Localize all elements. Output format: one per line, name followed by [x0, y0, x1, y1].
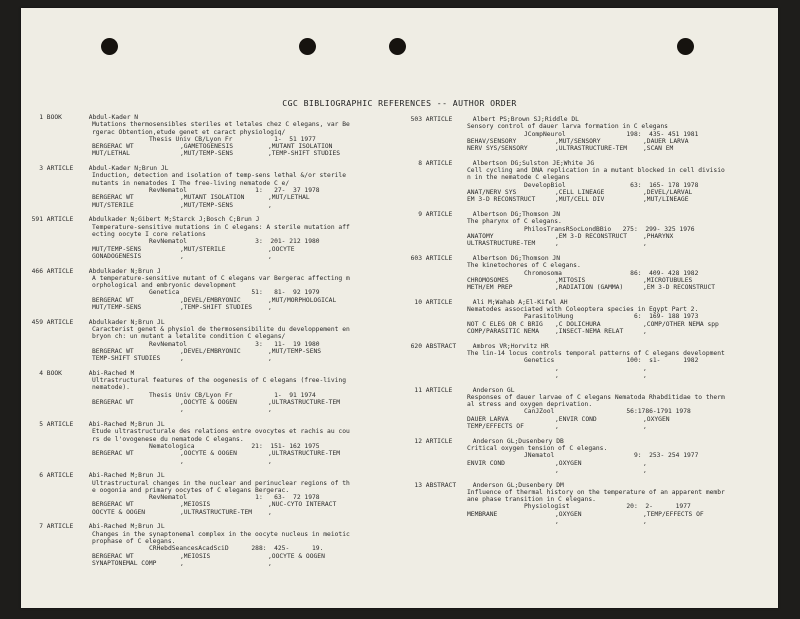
keyword: , [268, 457, 272, 465]
keyword: ,MUT/TEMP-SENS [180, 201, 234, 209]
keyword: ,OOCYTE [268, 245, 295, 253]
entry-number: 459 [31, 318, 43, 326]
entry-title-line: orphological and embryonic development [92, 282, 237, 290]
keyword: , [180, 355, 184, 363]
keyword: ,DEVEL/EMBRYONIC [180, 347, 241, 355]
keyword: ,EM 3-D RECONSTRUCT [643, 284, 716, 292]
entry-title-line: Temperature-sensitive mutations in C elegans: A sterile mutation aff [92, 223, 350, 231]
entry-authors: Abi-Rached M;Brun JL [88, 472, 165, 480]
entry-title-line: The kinetochores of C elegans. [467, 262, 581, 270]
keyword: ,MUT/LINEAGE [643, 196, 689, 204]
keyword: ,MUT/MORPHOLOGICAL [268, 296, 337, 304]
reference-sheet [21, 8, 778, 608]
entry-authors: Albert PS;Brown SJ;Riddle DL [472, 116, 579, 123]
keyword: ,ENVIR COND [555, 415, 597, 423]
entry-source: DevelopBiol 63: 165- 178 1978 [524, 181, 699, 189]
entry-source: JNematol 9: 253- 254 1977 [524, 452, 699, 460]
keyword: MUT/LETHAL [92, 150, 130, 158]
entry-source: ParasitolHung 6: 169- 188 1973 [524, 313, 699, 321]
keyword: TEMP/EFFECTS OF [467, 423, 524, 431]
entry-number: 503 [410, 116, 422, 123]
keyword: ,NUC-CYTO INTERACT [268, 501, 337, 509]
keyword: , [180, 252, 184, 260]
entry-type: ARTICLE [46, 421, 74, 429]
punch-hole-right [677, 38, 694, 55]
keyword: COMP/PARASITIC NEMA [467, 327, 540, 335]
keyword: , [268, 355, 272, 363]
entry-header [29, 523, 384, 530]
keyword-row [29, 348, 384, 355]
entry-authors: Abdulkader N;Brun JL [88, 318, 165, 326]
keyword: SYNAPTONEMAL COMP [92, 559, 157, 567]
keyword: ,MUT/TEMP-SENS [180, 150, 234, 158]
keyword: TEMP-SHIFT STUDIES [92, 355, 161, 363]
keyword: ,ULTRASTRUCTURE-TEM [555, 145, 628, 153]
keyword-row [29, 143, 384, 150]
entry-type: ARTICLE [46, 165, 74, 173]
keyword: ,MUTANT ISOLATION [180, 194, 245, 202]
entry-number: 11 [414, 386, 422, 394]
keyword-row [404, 138, 776, 145]
entry-authors: Abi-Rached M;Brun JL [88, 523, 165, 531]
keyword: ,MITOSIS [555, 276, 586, 284]
keyword: ,DEVEL/LARVAL [643, 189, 693, 197]
keyword: ,CELL LINEAGE [555, 189, 605, 197]
keyword: ,EM 3-D RECONSTRUCT [555, 232, 628, 240]
keyword-row [404, 365, 776, 372]
keyword: , [555, 518, 559, 526]
entry-title-line: rs de l'ovogenese du nematode C elegans. [92, 435, 244, 443]
keyword-row [404, 460, 776, 467]
keyword: ,COMP/OTHER NEMA spp [643, 320, 719, 328]
entry-source: RevNematol 1: 27- 37 1978 [149, 187, 320, 195]
keyword: , [268, 508, 272, 516]
keyword-row [404, 467, 776, 474]
keyword: , [555, 240, 559, 248]
keyword: BERGERAC WT [92, 296, 134, 304]
keyword: ,OXYGEN [555, 459, 582, 467]
keyword: ,C DOLICHURA [555, 320, 601, 328]
keyword: ,TEMP/EFFECTS OF [643, 510, 704, 518]
keyword: , [555, 371, 559, 379]
reference-entry [29, 319, 384, 363]
entry-title-line: Sensory control of dauer larva formation in C elegans [467, 123, 668, 131]
keyword: , [555, 466, 559, 474]
keyword: ,DAUER LARVA [643, 137, 689, 145]
keyword: ,PHARYNX [643, 232, 674, 240]
entry-source: Physiologist 20: 2- 1977 [524, 503, 691, 511]
keyword-row [404, 416, 776, 423]
entry-title-line: ane phase transition in C elegans. [467, 496, 596, 504]
entry-source: Nematologica 21: 151- 162 1975 [149, 442, 320, 450]
entry-title-line: nematode). [92, 384, 130, 392]
entry-type: ARTICLE [425, 254, 453, 262]
keyword: , [555, 364, 559, 372]
entry-header [404, 160, 776, 167]
keyword: BERGERAC WT [92, 450, 134, 458]
keyword: ,DEVEL/EMBRYONIC [180, 296, 241, 304]
reference-entry [404, 160, 776, 204]
keyword: ANATOMY [467, 232, 494, 240]
entry-header [404, 299, 776, 306]
keyword: BERGERAC WT [92, 194, 134, 202]
entry-number: 603 [410, 254, 422, 262]
entry-title-line: ecting oocyte I core relations [92, 230, 206, 238]
keyword: ,MUT/TEMP-SENS [268, 347, 322, 355]
reference-entry [404, 343, 776, 379]
keyword: METH/EM PREP [467, 284, 513, 292]
reference-entry [404, 438, 776, 474]
keyword: BEHAV/SENSORY [467, 137, 517, 145]
entry-authors: Anderson GL;Dusenbery DM [472, 481, 564, 489]
keyword: BERGERAC WT [92, 501, 134, 509]
entry-type: ABSTRACT [425, 342, 457, 350]
keyword: ,MUT/SENSORY [555, 137, 601, 145]
keyword-row [404, 233, 776, 240]
keyword-row [29, 297, 384, 304]
keyword: ,ULTRASTRUCTURE-TEM [180, 508, 253, 516]
entry-type: BOOK [46, 369, 62, 377]
keyword: ANAT/NERV SYS [467, 189, 517, 197]
keyword: ,MUT/STERILE [180, 245, 226, 253]
keyword: ,OXYGEN [555, 510, 582, 518]
keyword-row [29, 304, 384, 311]
keyword: ,MEIOSIS [180, 501, 211, 509]
keyword: , [180, 457, 184, 465]
entry-header [404, 255, 776, 262]
keyword: ,OOCYTE & OOGEN [180, 399, 237, 407]
entry-number: 1 [39, 114, 43, 121]
entry-number: 8 [418, 159, 422, 167]
keyword: ,MEIOSIS [180, 552, 211, 560]
entry-number: 12 [414, 437, 422, 445]
keyword: OOCYTE & OOGEN [92, 508, 146, 516]
entry-source: Genetica 51: 81- 92 1979 [149, 289, 320, 297]
keyword: ,MICROTUBULES [643, 276, 693, 284]
entry-number: 5 [39, 421, 43, 429]
entry-title-line: Influence of thermal history on the temperature of an apparent membr [467, 488, 725, 496]
entry-source: CRHebdSeancesAcadSciD 288: 425- 19. [149, 545, 324, 553]
keyword: GONADOGENESIS [92, 252, 142, 260]
keyword: NERV SYS/SENSORY [467, 145, 528, 153]
entry-authors: Albertson DG;Sulston JE;White JG [472, 159, 595, 167]
keyword: , [268, 304, 272, 311]
entry-header [29, 319, 384, 326]
entry-type: BOOK [46, 114, 62, 121]
keyword: ,INSECT-NEMA RELAT [555, 327, 624, 335]
keyword: MUT/STERILE [92, 201, 134, 209]
reference-entry [29, 114, 384, 158]
entry-header [29, 114, 384, 121]
keyword-row [404, 321, 776, 328]
entry-title-line: Nematodes associated with Coleoptera species in Egypt Part 2. [467, 306, 699, 314]
keyword: ,TEMP-SHIFT STUDIES [268, 150, 341, 158]
entry-authors: Albertson DG;Thomson JN [472, 211, 560, 219]
keyword: BERGERAC WT [92, 347, 134, 355]
keyword-row [29, 458, 384, 465]
entry-authors: Abdulkader N;Brun J [88, 267, 161, 275]
entry-header [29, 370, 384, 377]
keyword: BERGERAC WT [92, 552, 134, 560]
keyword: ,MUTANT ISOLATION [268, 143, 333, 151]
entry-title-line: Responses of dauer larvae of C elegans Nematoda Rhabditidae to therm [467, 393, 725, 401]
reference-entry [404, 387, 776, 431]
entry-header [29, 165, 384, 172]
entry-header [29, 268, 384, 275]
right-column [404, 116, 776, 533]
entry-header [404, 438, 776, 445]
keyword: ULTRASTRUCTURE-TEM [467, 240, 536, 248]
keyword-row [404, 423, 776, 430]
keyword: , [643, 364, 647, 372]
keyword: ,TEMP-SHIFT STUDIES [180, 304, 253, 311]
entry-type: ARTICLE [46, 267, 74, 275]
entry-authors: Anderson GL;Dusenbery DB [472, 437, 564, 445]
entry-type: ARTICLE [46, 472, 74, 480]
keyword: , [643, 327, 647, 335]
reference-entry [29, 472, 384, 516]
keyword-row [29, 253, 384, 260]
keyword: , [268, 559, 272, 567]
entry-title-line: e oogonia and primary oocytes of C elegans Bergerac. [92, 486, 290, 494]
keyword: ,OOCYTE & OOGEN [180, 450, 237, 458]
reference-entry [29, 370, 384, 414]
reference-entry [29, 421, 384, 465]
keyword: BERGERAC WT [92, 399, 134, 407]
entry-number: 591 [31, 216, 43, 224]
reference-entry [404, 116, 776, 152]
entry-title-line: A temperature-sensitive mutant of C elegans var Bergerac affecting m [92, 274, 350, 282]
entry-authors: Anderson GL [472, 386, 515, 394]
reference-entry [29, 268, 384, 312]
keyword: , [268, 406, 272, 414]
entry-title-line: Critical oxygen tension of C elegans. [467, 445, 608, 453]
punch-hole-center-right [389, 38, 406, 55]
reference-entry [29, 523, 384, 567]
punch-hole-center-left [299, 38, 316, 55]
entry-type: ARTICLE [425, 386, 453, 394]
keyword: , [643, 459, 647, 467]
keyword: , [180, 559, 184, 567]
keyword: , [643, 423, 647, 431]
keyword-row [29, 150, 384, 157]
entry-source: CanJZool 56:1786-1791 1978 [524, 408, 691, 416]
keyword: , [180, 406, 184, 414]
entry-authors: Ali M;Wahab A;El-Kifel AH [472, 298, 568, 306]
entry-header [29, 216, 384, 223]
entry-authors: Abdul-Kader N [88, 114, 139, 121]
keyword-row [29, 553, 384, 560]
keyword-row [29, 355, 384, 362]
keyword-row [29, 406, 384, 413]
keyword: MUT/TEMP-SENS [92, 304, 142, 311]
keyword: , [643, 518, 647, 526]
entry-type: ARTICLE [425, 298, 453, 306]
entry-title-line: Cell cycling and DNA replication in a mutant blocked in cell divisio [467, 167, 725, 175]
keyword: , [643, 240, 647, 248]
reference-entry [29, 216, 384, 260]
keyword-row [404, 196, 776, 203]
entry-type: ARTICLE [46, 523, 74, 531]
reference-entry [404, 482, 776, 526]
entry-source: JCompNeurol 198: 435- 451 1981 [524, 130, 699, 138]
keyword: , [555, 423, 559, 431]
entry-title-line: prophase of C elegans. [92, 537, 176, 545]
entry-authors: Ambros VR;Horvitz HR [472, 342, 549, 350]
entry-authors: Abi-Rached M;Brun JL [88, 421, 165, 429]
keyword-row [404, 328, 776, 335]
keyword-row [404, 372, 776, 379]
entry-header [29, 472, 384, 479]
keyword: ,ULTRASTRUCTURE-TEM [268, 399, 341, 407]
keyword-row [29, 501, 384, 508]
keyword-row [404, 145, 776, 152]
keyword-row [404, 189, 776, 196]
keyword: ,OXYGEN [643, 415, 670, 423]
entry-number: 4 [39, 369, 43, 377]
entry-type: ARTICLE [425, 116, 453, 123]
entry-number: 3 [39, 165, 43, 173]
entry-number: 7 [39, 523, 43, 531]
entry-title-line: mutants in nematodes I The free-living nematode C e/ [92, 179, 290, 187]
keyword: DAUER LARVA [467, 415, 509, 423]
keyword: ,GAMETOGENESIS [180, 143, 234, 151]
keyword: BERGERAC WT [92, 143, 134, 151]
keyword-row [29, 399, 384, 406]
entry-number: 620 [410, 342, 422, 350]
entry-source: PhilosTransRSocLondBBio 275: 299- 325 1976 [524, 225, 695, 233]
entry-authors: Abi-Rached M [88, 369, 135, 377]
page-title: CGC BIBLIOGRAPHIC REFERENCES -- AUTHOR ORDER [282, 98, 517, 108]
entry-source: RevNematol 3: 201- 212 1980 [149, 238, 320, 246]
entry-type: ARTICLE [425, 437, 453, 445]
keyword-row [404, 277, 776, 284]
entry-type: ABSTRACT [425, 481, 457, 489]
entry-title-line: The pharynx of C elegans. [467, 218, 562, 226]
keyword: ,MUT/CELL DIV [555, 196, 605, 204]
entry-title-line: n in the nematode C elegans [467, 174, 570, 182]
entry-title-line: The lin-14 locus controls temporal patterns of C elegans development [467, 349, 725, 357]
entry-header [404, 387, 776, 394]
entry-type: ARTICLE [425, 159, 453, 167]
entry-source: Chromosoma 86: 409- 428 1982 [524, 269, 699, 277]
keyword: ,SCAN EM [643, 145, 674, 153]
entry-type: ARTICLE [425, 211, 453, 219]
entry-source: Thesis Univ CB/Lyon Fr 1- 51 1977 [149, 135, 316, 143]
keyword: ,RADIATION (GAMMA) [555, 284, 624, 292]
entry-header [404, 482, 776, 489]
entry-header [29, 421, 384, 428]
keyword-row [29, 194, 384, 201]
left-column [29, 114, 384, 575]
entry-title-line: bryon ch: un mutant a letalite condition C elegans/ [92, 333, 286, 341]
entry-authors: Albertson DG;Thomson JN [472, 254, 560, 262]
entry-number: 13 [414, 481, 422, 489]
entry-title-line: Induction, detection and isolation of temp-sens lethal &/or sterile [92, 172, 347, 180]
keyword: NOT C ELEG OR C BRIG [467, 320, 543, 328]
keyword-row [404, 240, 776, 247]
keyword-row [29, 202, 384, 209]
reference-entry [404, 211, 776, 247]
keyword: , [643, 466, 647, 474]
keyword: , [268, 201, 272, 209]
reference-entry [29, 165, 384, 209]
punch-hole-left [101, 38, 118, 55]
entry-title-line: al stress and oxygen deprivation. [467, 401, 593, 409]
keyword: EM 3-D RECONSTRUCT [467, 196, 536, 204]
keyword: , [268, 252, 272, 260]
entry-type: ARTICLE [46, 216, 74, 224]
keyword-row [29, 246, 384, 253]
entry-authors: Abdulkader N;Gibert M;Starck J;Bosch C;Brun J [88, 216, 260, 224]
keyword-row [29, 560, 384, 567]
keyword: MEMBRANE [467, 510, 498, 518]
entry-source: Genetics 100: s1- 1982 [524, 357, 699, 365]
keyword-row [404, 518, 776, 525]
keyword: , [643, 371, 647, 379]
entry-header [404, 116, 776, 123]
entry-source: RevNematol 3: 11- 19 1980 [149, 340, 320, 348]
keyword: ,ULTRASTRUCTURE-TEM [268, 450, 341, 458]
entry-number: 9 [418, 211, 422, 219]
keyword: CHROMOSOMES [467, 276, 509, 284]
entry-title-line: Ultrastructural changes in the nuclear and perinuclear regions of th [92, 479, 350, 487]
keyword: ,OOCYTE & OOGEN [268, 552, 325, 560]
entry-source: Thesis Univ CB/Lyon Fr 1- 91 1974 [149, 391, 316, 399]
entry-title-line: Caracterist genet & physiol de thermosensibilite du developpement en [92, 325, 350, 333]
entry-number: 10 [414, 298, 422, 306]
entry-authors: Abdul-Kader N;Brun JL [88, 165, 169, 173]
keyword: ENVIR COND [467, 459, 505, 467]
keyword-row [29, 450, 384, 457]
entry-number: 466 [31, 267, 43, 275]
keyword-row [404, 511, 776, 518]
keyword-row [404, 284, 776, 291]
entry-title-line: Mutations thermosensibles steriles et letales chez C elegans, var Be [92, 121, 350, 129]
entry-title-line: Etude ultrastructurale des relations entre ovocytes et rachis au cou [92, 428, 350, 436]
entry-header [404, 211, 776, 218]
entry-source: RevNematol 1: 63- 72 1978 [149, 494, 320, 502]
entry-header [404, 343, 776, 350]
reference-entry [404, 299, 776, 335]
entry-type: ARTICLE [46, 318, 74, 326]
entry-title-line: Ultrastructural features of the oogenesis of C elegans (free-living [92, 377, 347, 385]
keyword: MUT/TEMP-SENS [92, 245, 142, 253]
keyword: ,MUT/LETHAL [268, 194, 310, 202]
entry-number: 6 [39, 472, 43, 480]
entry-title-line: Changes in the synaptonemal complex in the oocyte nucleus in meiotic [92, 530, 350, 538]
keyword-row [29, 509, 384, 516]
entry-title-line: rgerac Obtention,etude genet et caract physiologiq/ [92, 128, 286, 136]
reference-entry [404, 255, 776, 291]
